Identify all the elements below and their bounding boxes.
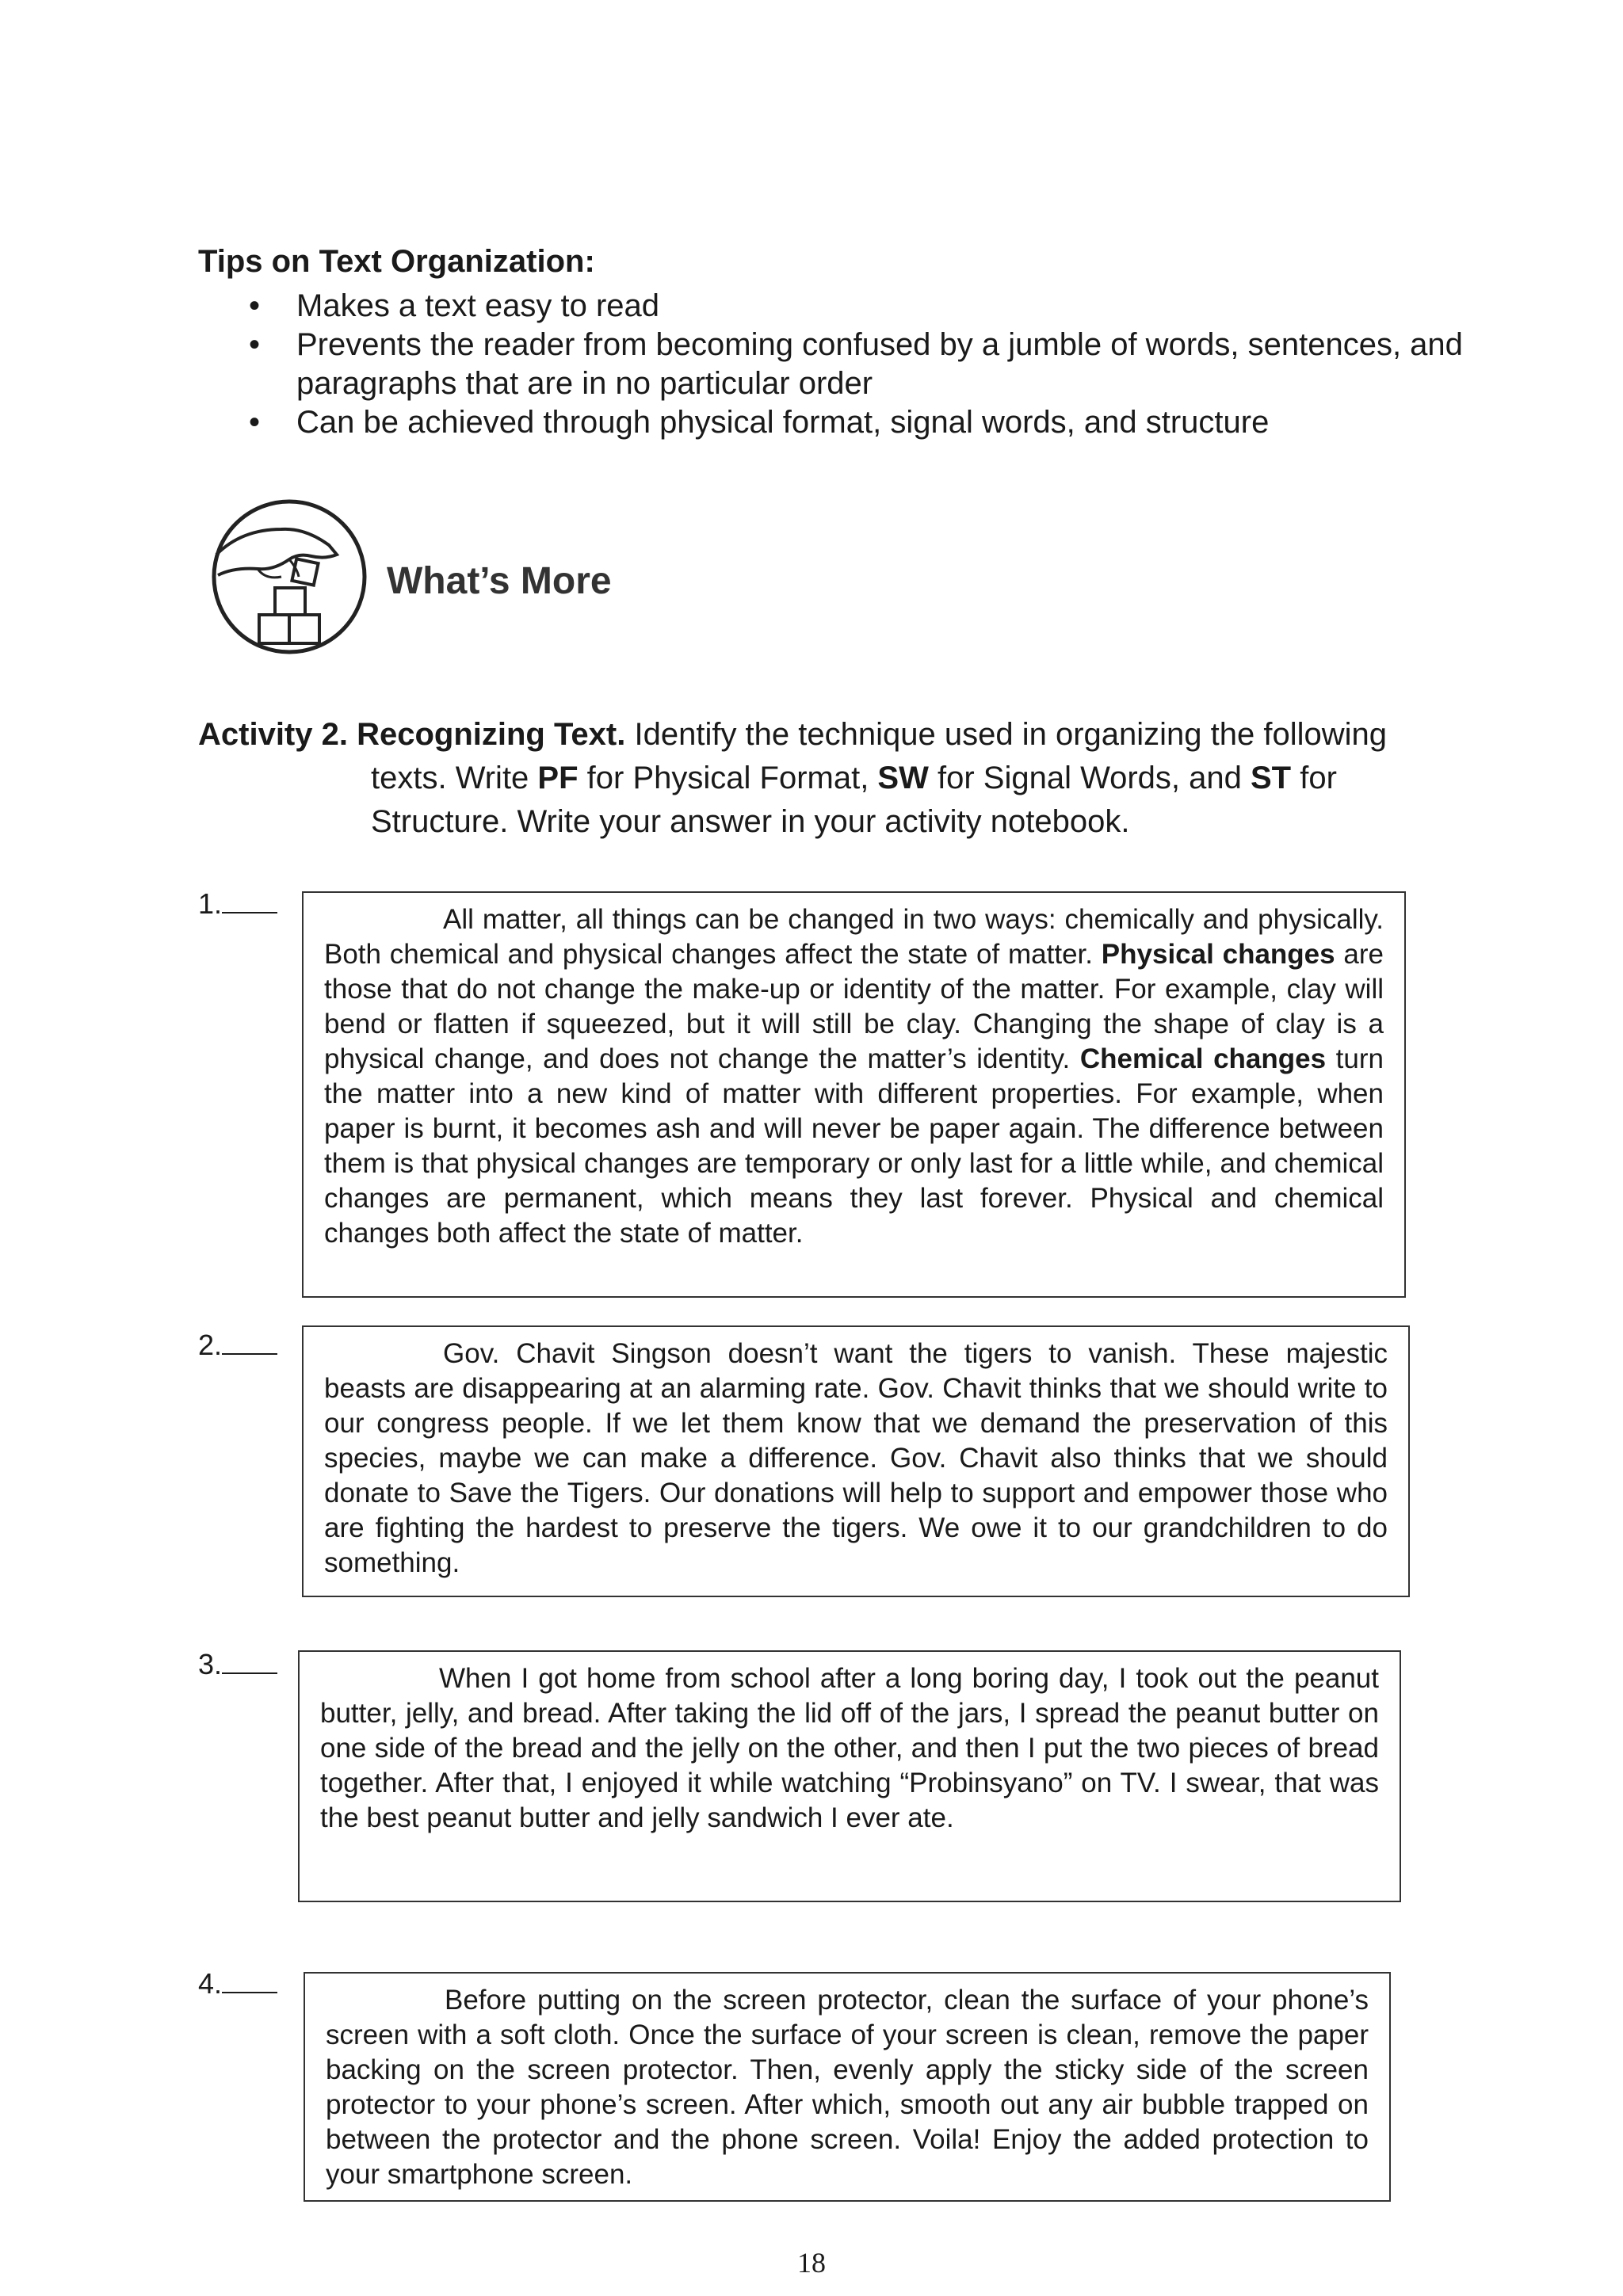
answer-blank[interactable] [222,1672,277,1674]
code-pf: PF [537,761,579,795]
answer-blank[interactable] [222,1992,277,1993]
code-sw: SW [877,761,929,795]
activity-text: for [1291,761,1337,795]
activity-text: for Signal Words, and [928,761,1251,795]
passage-box [298,1650,1401,1902]
answer-blank[interactable] [222,1353,277,1355]
tips-item-text: Prevents the reader from becoming confused by a jumble of words, sentences, and paragraphs that are in no particular order [296,327,1463,401]
answer-blank[interactable] [222,912,277,913]
page-number: 18 [797,2247,826,2279]
tips-list-item [198,403,1466,442]
passage-box [302,891,1406,1298]
bullet-icon: • [249,327,261,362]
term-physical-changes: Physical changes [1101,939,1335,970]
passage-box [304,1972,1391,2202]
code-st: ST [1251,761,1292,795]
question-number: 3. [198,1648,277,1681]
question-number: 2. [198,1329,277,1362]
term-chemical-changes: Chemical changes [1079,1043,1327,1074]
activity-text: Structure. Write your answer in your activity notebook. [371,804,1130,839]
passage-text: Before putting on the screen protector, clean the surface of your phone’s screen with a soft cloth. Once the surface of your screen is clean, remove the paper backing on the screen protector. Then, evenly apply the sticky side of the screen protector to your phone’s screen. After which, smooth out any air bubble trapped on between the protector and the phone screen. Voila! Enjoy the added protection to your smartphone screen. [326,1985,1369,2190]
passage-text: When I got home from school after a long boring day, I took out the peanut butter, jelly, and bread. After taking the lid off of the jars, I spread the peanut butter on one side of the bread and the jelly on the other, and then I put the two pieces of bread together. After that, I enjoyed it while watching “Probinsyano” on TV. I swear, that was the best peanut butter and jelly sandwich I ever ate. [320,1663,1379,1833]
tips-item-text: Makes a text easy to read [296,288,660,323]
bullet-icon: • [249,288,261,323]
activity-text: Identify the technique used in organizing the following [625,717,1388,752]
passage-text: All matter, all things can be changed in two ways: chemically and physically. Both chemical and physical changes affect the state of matter. Physical changes are those that do not change the make-up or identity of the matter. For example, clay will bend or flatten if squeezed, but it will still be clay. Changing the shape of clay is a physical change, and does not change the matter’s identity. Chemical changes turn the matter into a new kind of matter with different properties. For example, when paper is burnt, it becomes ash and will never be paper again. The difference between them is that physical changes are temporary or only last for a little while, and chemical changes are permanent, which means they last forever. Physical and chemical changes both affect the state of matter. [324,904,1384,1249]
tips-heading: Tips on Text Organization: [198,244,595,279]
activity-text: for Physical Format, [578,761,878,795]
activity-instructions [198,713,1466,844]
tips-item-text: Can be achieved through physical format, signal words, and structure [296,405,1270,440]
question-number: 1. [198,887,277,921]
tips-list-item [198,287,1466,326]
hand-stacking-blocks-icon [210,498,369,656]
activity-text: texts. Write [371,761,538,795]
section-title: What’s More [387,560,612,602]
activity-label: Activity 2. Recognizing Text. [198,717,626,752]
bullet-icon: • [249,405,261,440]
tips-list [198,287,1466,442]
passage-text: Gov. Chavit Singson doesn’t want the tigers to vanish. These majestic beasts are disappearing at an alarming rate. Gov. Chavit thinks that we should write to our congress people. If we let them know that we demand the preservation of this species, maybe we can make a difference. Gov. Chavit also thinks that we should donate to Save the Tigers. Our donations will help to support and empower those who are fighting the hardest to preserve the tigers. We owe it to our grandchildren to do something. [324,1338,1388,1578]
question-number: 4. [198,1967,277,2000]
passage-box [302,1325,1410,1597]
tips-list-item [198,326,1466,403]
